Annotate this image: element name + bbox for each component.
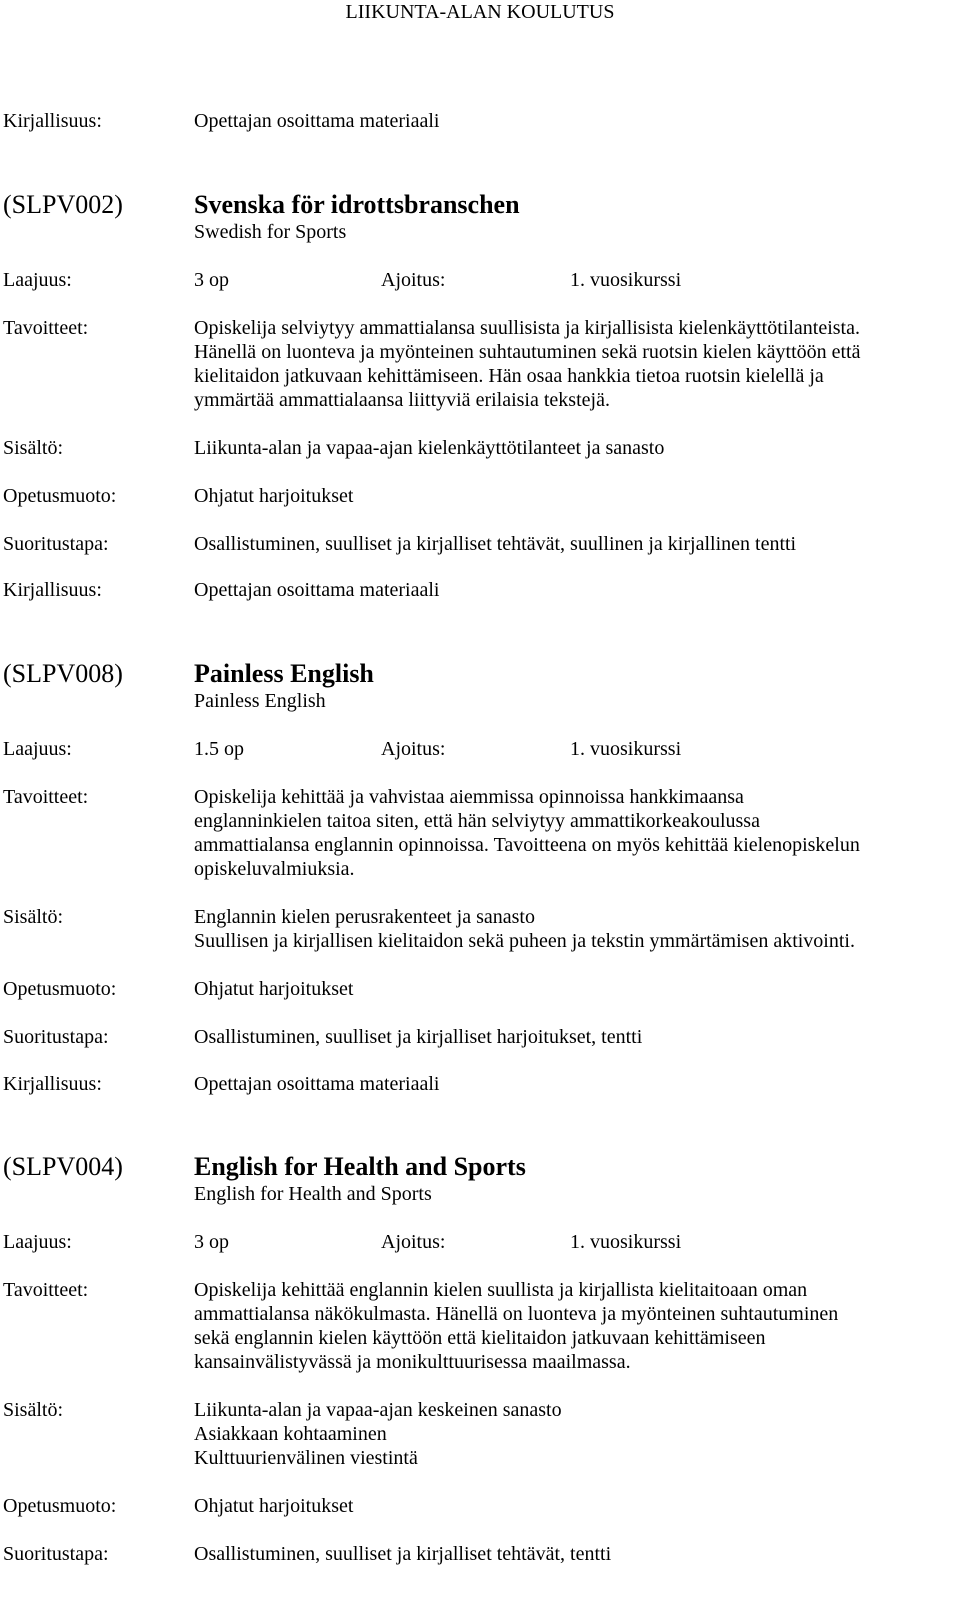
tavoitteet-label: Tavoitteet: <box>3 317 89 339</box>
kirjallisuus-value: Opettajan osoittama materiaali <box>194 579 440 601</box>
opetusmuoto-value: Ohjatut harjoitukset <box>194 1495 354 1517</box>
tavoitteet-label: Tavoitteet: <box>3 786 89 808</box>
text-line: Liikunta-alan ja vapaa-ajan kielenkäyttötilanteet ja sanasto <box>194 437 665 459</box>
opetusmuoto-value: Ohjatut harjoitukset <box>194 485 354 507</box>
text-line: Opiskelija kehittää englannin kielen suullista ja kirjallista kielitaitoaan oman <box>194 1279 808 1301</box>
laajuus-value: 3 op <box>194 1231 229 1253</box>
suoritustapa-value: Osallistuminen, suulliset ja kirjalliset tehtävät, tentti <box>194 1543 612 1565</box>
suoritustapa-value: Osallistuminen, suulliset ja kirjalliset harjoitukset, tentti <box>194 1026 643 1048</box>
suoritustapa-label: Suoritustapa: <box>3 1026 109 1048</box>
opetusmuoto-label: Opetusmuoto: <box>3 1495 117 1517</box>
kirjallisuus-label: Kirjallisuus: <box>3 1073 102 1095</box>
course-subtitle: Swedish for Sports <box>194 221 347 243</box>
text-line: ammattialansa englannin opinnoissa. Tavoitteena on myös kehittää kielenopiskelun <box>194 834 860 856</box>
course-subtitle: English for Health and Sports <box>194 1183 432 1205</box>
ajoitus-value: 1. vuosikurssi <box>570 269 682 291</box>
text-line: opiskeluvalmiuksia. <box>194 858 355 880</box>
ajoitus-label: Ajoitus: <box>381 269 446 291</box>
sisalto-label: Sisältö: <box>3 437 64 459</box>
text-line: Suullisen ja kirjallisen kielitaidon sekä puheen ja tekstin ymmärtämisen aktivointi. <box>194 930 855 952</box>
ajoitus-value: 1. vuosikurssi <box>570 738 682 760</box>
course-title: Svenska för idrottsbranschen <box>194 190 520 219</box>
suoritustapa-label: Suoritustapa: <box>3 533 109 555</box>
ajoitus-label: Ajoitus: <box>381 1231 446 1253</box>
kirjallisuus-label: Kirjallisuus: <box>3 110 102 132</box>
laajuus-label: Laajuus: <box>3 269 72 291</box>
text-line: sekä englannin kielen käyttöön että kielitaidon jatkuvaan kehittämiseen <box>194 1327 766 1349</box>
course-title: English for Health and Sports <box>194 1152 526 1181</box>
ajoitus-label: Ajoitus: <box>381 738 446 760</box>
text-line: Opiskelija kehittää ja vahvistaa aiemmissa opinnoissa hankkimaansa <box>194 786 744 808</box>
ajoitus-value: 1. vuosikurssi <box>570 1231 682 1253</box>
course-subtitle: Painless English <box>194 690 326 712</box>
text-line: kansainvälistyvässä ja monikulttuurisessa maailmassa. <box>194 1351 631 1373</box>
kirjallisuus-value: Opettajan osoittama materiaali <box>194 1073 440 1095</box>
sisalto-text <box>194 436 954 460</box>
page-header: LIIKUNTA-ALAN KOULUTUS <box>345 1 615 23</box>
tavoitteet-text <box>194 1278 954 1374</box>
sisalto-text <box>194 905 954 953</box>
suoritustapa-value: Osallistuminen, suulliset ja kirjalliset tehtävät, suullinen ja kirjallinen tentti <box>194 533 797 555</box>
sisalto-label: Sisältö: <box>3 1399 64 1421</box>
tavoitteet-text <box>194 316 954 412</box>
opetusmuoto-value: Ohjatut harjoitukset <box>194 978 354 1000</box>
opetusmuoto-label: Opetusmuoto: <box>3 978 117 1000</box>
text-line: ammattialansa näkökulmasta. Hänellä on luonteva ja myönteinen suhtautuminen <box>194 1303 839 1325</box>
course-code: (SLPV004) <box>3 1152 123 1181</box>
kirjallisuus-value: Opettajan osoittama materiaali <box>194 110 440 132</box>
laajuus-value: 3 op <box>194 269 229 291</box>
sisalto-label: Sisältö: <box>3 906 64 928</box>
suoritustapa-label: Suoritustapa: <box>3 1543 109 1565</box>
tavoitteet-label: Tavoitteet: <box>3 1279 89 1301</box>
text-line: Asiakkaan kohtaaminen <box>194 1423 387 1445</box>
text-line: Englannin kielen perusrakenteet ja sanasto <box>194 906 535 928</box>
laajuus-value: 1.5 op <box>194 738 244 760</box>
opetusmuoto-label: Opetusmuoto: <box>3 485 117 507</box>
laajuus-label: Laajuus: <box>3 738 72 760</box>
text-line: Kulttuurienvälinen viestintä <box>194 1447 418 1469</box>
laajuus-label: Laajuus: <box>3 1231 72 1253</box>
sisalto-text <box>194 1398 954 1470</box>
text-line: englanninkielen taitoa siten, että hän selviytyy ammattikorkeakoulussa <box>194 810 760 832</box>
tavoitteet-text <box>194 785 954 881</box>
course-title: Painless English <box>194 659 374 688</box>
text-line: Hänellä on luonteva ja myönteinen suhtautuminen sekä ruotsin kielen käyttöön että <box>194 341 861 363</box>
text-line: Liikunta-alan ja vapaa-ajan keskeinen sanasto <box>194 1399 562 1421</box>
text-line: kielitaidon jatkuvaan kehittämiseen. Hän osaa hankkia tietoa ruotsin kielellä ja <box>194 365 824 387</box>
kirjallisuus-label: Kirjallisuus: <box>3 579 102 601</box>
course-code: (SLPV002) <box>3 190 123 219</box>
text-line: Opiskelija selviytyy ammattialansa suullisista ja kirjallisista kielenkäyttötilanteista. <box>194 317 860 339</box>
course-code: (SLPV008) <box>3 659 123 688</box>
text-line: ymmärtää ammattialaansa liittyviä erilaisia tekstejä. <box>194 389 610 411</box>
